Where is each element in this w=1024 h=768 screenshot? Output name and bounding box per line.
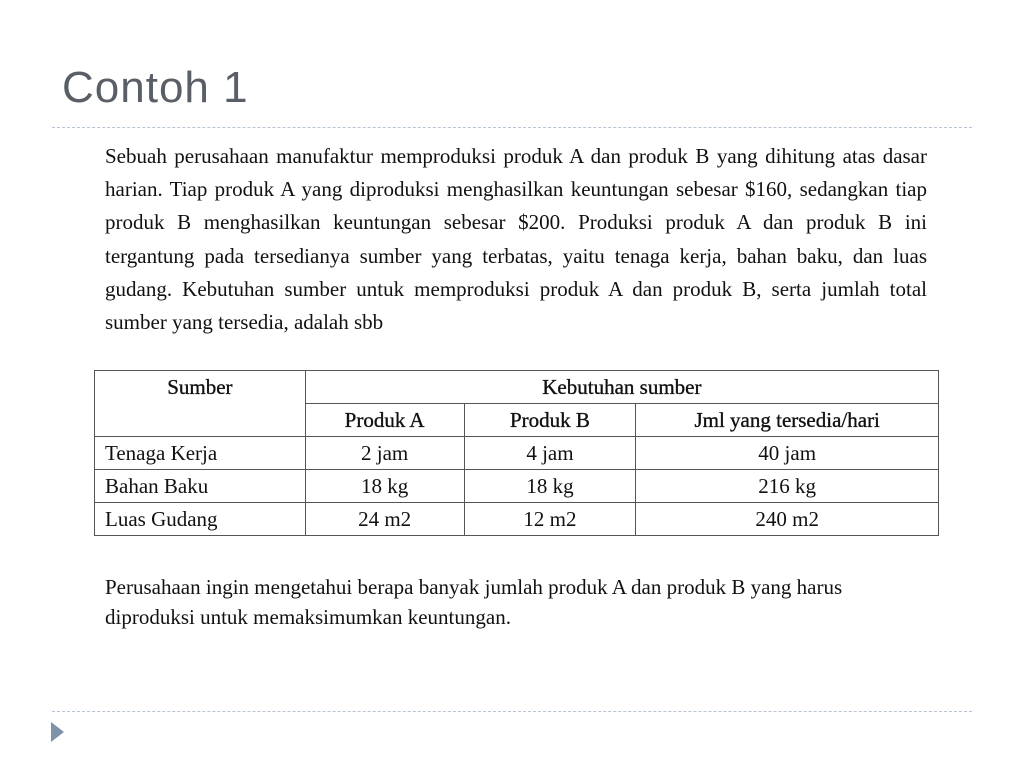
table-cell: 24 m2 xyxy=(305,503,464,536)
table-cell: 216 kg xyxy=(636,470,939,503)
table-cell: 18 kg xyxy=(305,470,464,503)
table-cell: 240 m2 xyxy=(636,503,939,536)
table-cell: 18 kg xyxy=(464,470,636,503)
table-row xyxy=(95,437,939,470)
slide-title: Contoh 1 xyxy=(62,63,249,112)
header-product-a: Produk A xyxy=(305,404,464,437)
footer-divider xyxy=(52,711,972,712)
header-resource: Sumber xyxy=(95,371,306,437)
closing-paragraph: Perusahaan ingin mengetahui berapa banyak jumlah produk A dan produk B yang harus diproduksi untuk memaksimumkan keuntungan. xyxy=(105,575,843,629)
table-row xyxy=(95,470,939,503)
row-label: Luas Gudang xyxy=(95,503,306,536)
header-product-b: Produk B xyxy=(464,404,636,437)
table-cell: 2 jam xyxy=(305,437,464,470)
play-triangle-icon[interactable] xyxy=(51,722,64,742)
table-header-row xyxy=(95,371,939,404)
title-divider xyxy=(52,127,972,128)
header-available: Jml yang tersedia/hari xyxy=(636,404,939,437)
header-requirements: Kebutuhan sumber xyxy=(305,371,938,404)
table-cell: 12 m2 xyxy=(464,503,636,536)
row-label: Bahan Baku xyxy=(95,470,306,503)
table-row xyxy=(95,503,939,536)
intro-paragraph: Sebuah perusahaan manufaktur memproduksi produk A dan produk B yang dihitung atas dasar harian. Tiap produk A yang diproduksi menghasilkan keuntungan sebesar $160, sedangkan tiap produk B menghasilkan keuntungan sebesar $200. Produksi produk A dan produk B ini tergantung pada tersedianya sumber yang terbatas, yaitu tenaga kerja, bahan baku, dan luas gudang. Kebutuhan sumber untuk memproduksi produk A dan produk B, serta jumlah total sumber yang tersedia, adalah sbb xyxy=(105,144,927,335)
table-cell: 4 jam xyxy=(464,437,636,470)
resource-table xyxy=(94,370,939,536)
row-label: Tenaga Kerja xyxy=(95,437,306,470)
table-cell: 40 jam xyxy=(636,437,939,470)
